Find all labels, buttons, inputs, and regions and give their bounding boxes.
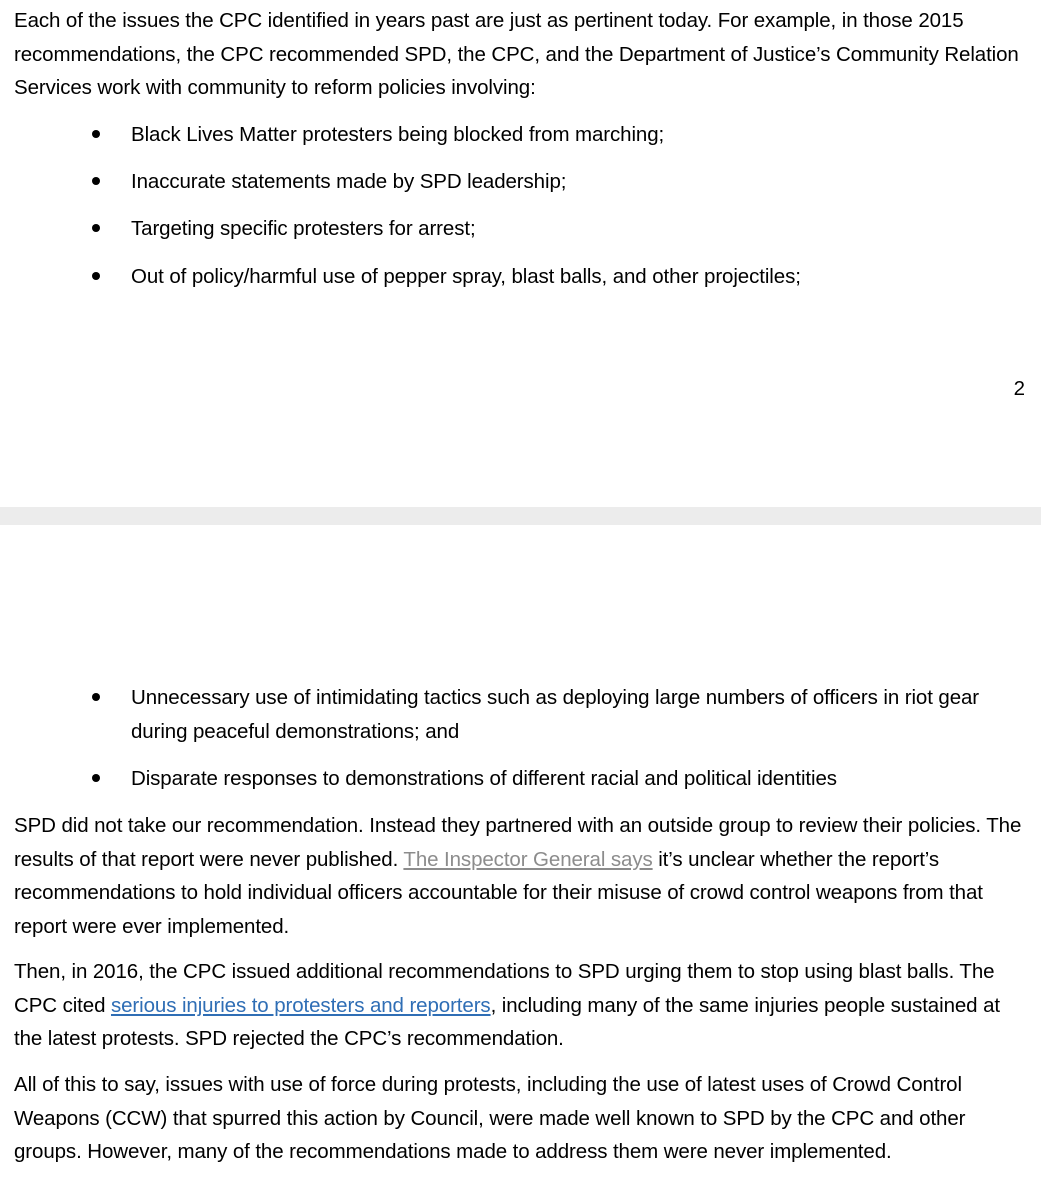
bullet-icon bbox=[92, 224, 100, 232]
document-page-1 bbox=[0, 0, 1041, 507]
list-item-text: Targeting specific protesters for arrest; bbox=[131, 217, 476, 240]
paragraph-text: SPD did not take our recommendation. Instead they partnered with an outside group to review their policies. The results of that report were never published. bbox=[14, 814, 1022, 871]
list-item-text: Black Lives Matter protesters being blocked from marching; bbox=[131, 123, 665, 146]
list-item-text: Unnecessary use of intimidating tactics such as deploying large numbers of officers in riot gear during peaceful demonstrations; and bbox=[131, 686, 980, 743]
paragraph-text: , including many of the same injuries people sustained at the latest protests. SPD rejected the CPC’s recommendation. bbox=[14, 993, 1000, 1050]
page-number: 2 bbox=[1013, 377, 1025, 400]
bullet-icon bbox=[92, 774, 100, 782]
page-separator bbox=[0, 507, 1041, 525]
inspector-general-link[interactable]: The Inspector General says bbox=[403, 847, 653, 871]
list-item-text: Inaccurate statements made by SPD leadership; bbox=[131, 170, 567, 193]
paragraph-text: Then, in 2016, the CPC issued additional recommendations to SPD urging them to stop using blast balls. The CPC cited bbox=[14, 960, 995, 1017]
list-item-text: Disparate responses to demonstrations of different racial and political identities bbox=[131, 767, 837, 790]
paragraph-2016-recommendations bbox=[14, 955, 1024, 1056]
intro-paragraph: Each of the issues the CPC identified in years past are just as pertinent today. For example, in those 2015 recommendations, the CPC recommended SPD, the CPC, and the Department of Justice’s Community Relation Services work with community to reform policies involving: bbox=[14, 9, 1019, 99]
bullet-icon bbox=[92, 693, 100, 701]
list-item-text: Out of policy/harmful use of pepper spray, blast balls, and other projectiles; bbox=[131, 265, 801, 288]
bullet-icon bbox=[92, 130, 100, 138]
serious-injuries-link[interactable]: serious injuries to protesters and reporters bbox=[110, 993, 491, 1017]
bullet-icon bbox=[92, 177, 100, 185]
document-page-2 bbox=[0, 525, 1041, 1200]
paragraph-spd-recommendation bbox=[14, 809, 1024, 943]
paragraph-summary: All of this to say, issues with use of force during protests, including the use of latest uses of Crowd Control Weapons (CCW) that spurred this action by Council, were made well known to SPD by the CPC and other groups. However, many of the recommendations made to address them were never implemented. bbox=[14, 1073, 966, 1163]
paragraph-text: it’s unclear whether the report’s recommendations to hold individual officers accountable for their misuse of crowd control weapons from that report were ever implemented. bbox=[14, 847, 983, 938]
bullet-icon bbox=[92, 272, 100, 280]
